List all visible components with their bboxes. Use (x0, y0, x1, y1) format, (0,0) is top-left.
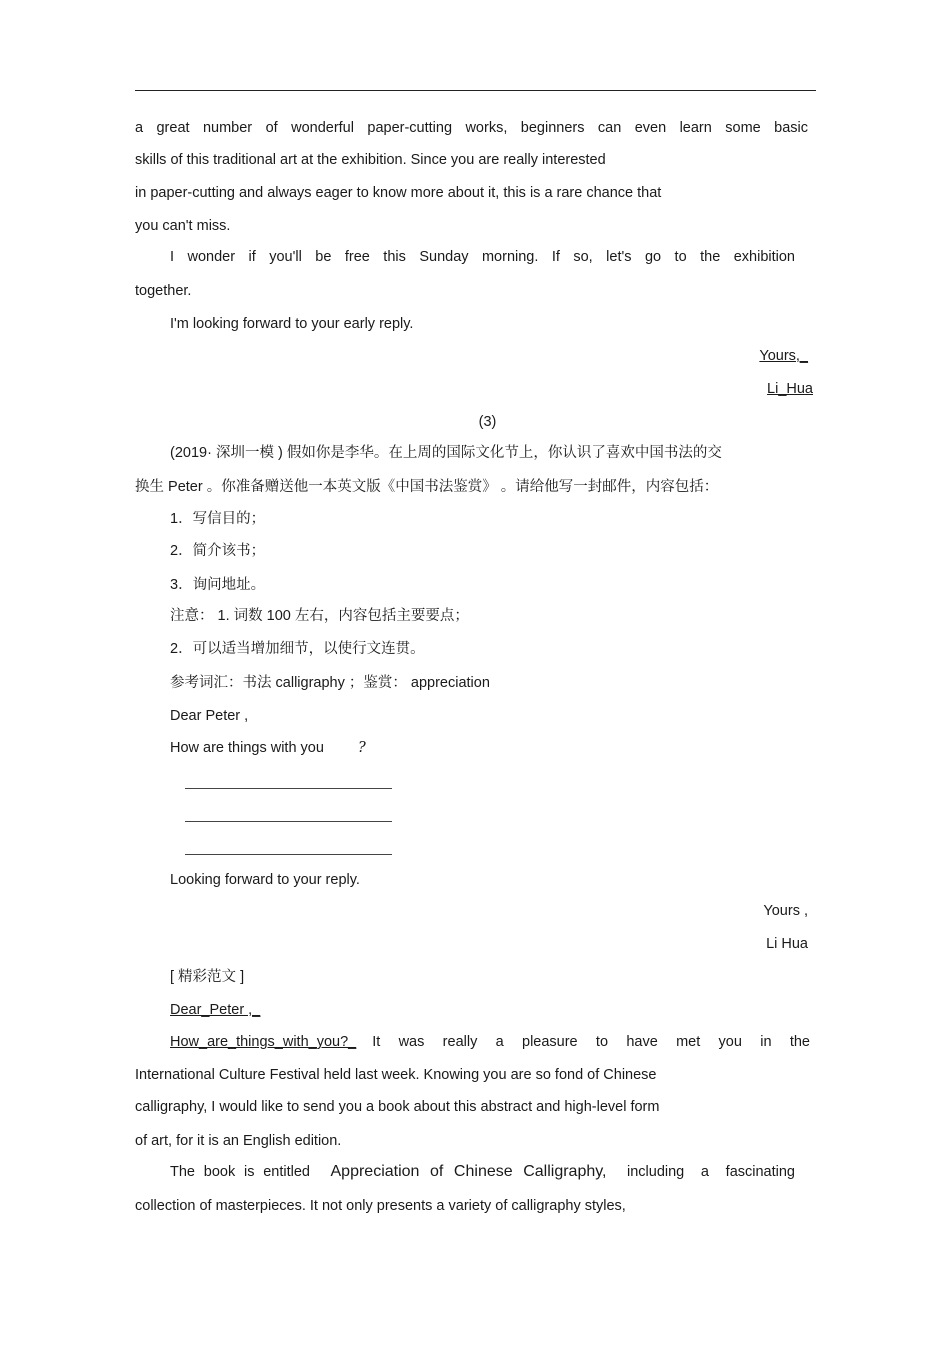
letter-opening-text: How are things with you (170, 740, 324, 756)
letter-ending: Looking forward to your reply. (170, 872, 360, 888)
body-text-line: skills of this traditional art at the exhibition. Since you are really interested (135, 152, 606, 168)
answer-blank-line[interactable] (185, 854, 392, 855)
task-point: 1．写信目的； (170, 511, 266, 527)
body-text-line: I wonder if you'll be free this Sunday morning. If so, let's go to the exhibition (170, 249, 795, 265)
book-title: Appreciation of Chinese Calligraphy, (330, 1163, 607, 1180)
answer-blank-line[interactable] (185, 788, 392, 789)
letter-closing: Yours,_ (759, 348, 808, 364)
task-prompt-line: 换生 Peter 。你准备赠送他一本英文版《中国书法鉴赏》 。请给他写一封邮件，内容包括： (135, 479, 719, 495)
body-text-line: collection of masterpieces. It not only presents a variety of calligraphy styles, (135, 1198, 626, 1214)
body-text-line: in paper-cutting and always eager to know more about it, this is a rare chance that (135, 185, 662, 201)
task-note: 注意： 1. 词数 100 左右，内容包括主要要点； (170, 608, 469, 624)
body-text-line: International Culture Festival held last week. Knowing you are so fond of Chinese (135, 1067, 657, 1083)
task-number: (3) (478, 414, 497, 430)
letter-greeting: Dear Peter , (170, 708, 249, 724)
header-rule (135, 90, 816, 91)
letter-closing: Yours , (763, 903, 808, 919)
body-text-line: I'm looking forward to your early reply. (170, 316, 414, 332)
body-text-line: calligraphy, I would like to send you a book about this abstract and high-level form (135, 1099, 660, 1115)
opening-phrase: How_are_things_with_you?_ (170, 1034, 357, 1050)
task-point: 3．询问地址。 (170, 577, 266, 593)
body-text-segment: The book is entitled (170, 1164, 310, 1180)
body-text-line (170, 1163, 795, 1181)
body-text-line: together. (135, 283, 192, 299)
task-note: 2．可以适当增加细节，以使行文连贯。 (170, 641, 425, 657)
body-text-segment: It was really a pleasure to have met you in the (372, 1034, 810, 1050)
task-point: 2．简介该书； (170, 543, 266, 559)
letter-signature: Li_Hua (767, 381, 813, 397)
body-text-line: you can't miss. (135, 218, 231, 234)
letter-opening-mark: ? (357, 740, 366, 756)
body-text-line: of art, for it is an English edition. (135, 1133, 342, 1149)
body-text-segment: including a fascinating (627, 1164, 795, 1180)
letter-signature: Li Hua (766, 936, 808, 952)
task-vocabulary: 参考词汇：书法 calligraphy ；鉴赏： appreciation (170, 675, 490, 691)
section-header: [ 精彩范文 ] (170, 969, 245, 985)
letter-opening (170, 739, 366, 757)
task-prompt-line: (2019· 深圳一模 ) 假如你是李华。在上周的国际文化节上，你认识了喜欢中国书法的交 (170, 445, 722, 461)
letter-greeting: Dear_Peter ,_ (170, 1002, 261, 1018)
body-text-line: a great number of wonderful paper-cutting works, beginners can even learn some basic (135, 120, 808, 136)
body-text-line (170, 1033, 810, 1051)
answer-blank-line[interactable] (185, 821, 392, 822)
